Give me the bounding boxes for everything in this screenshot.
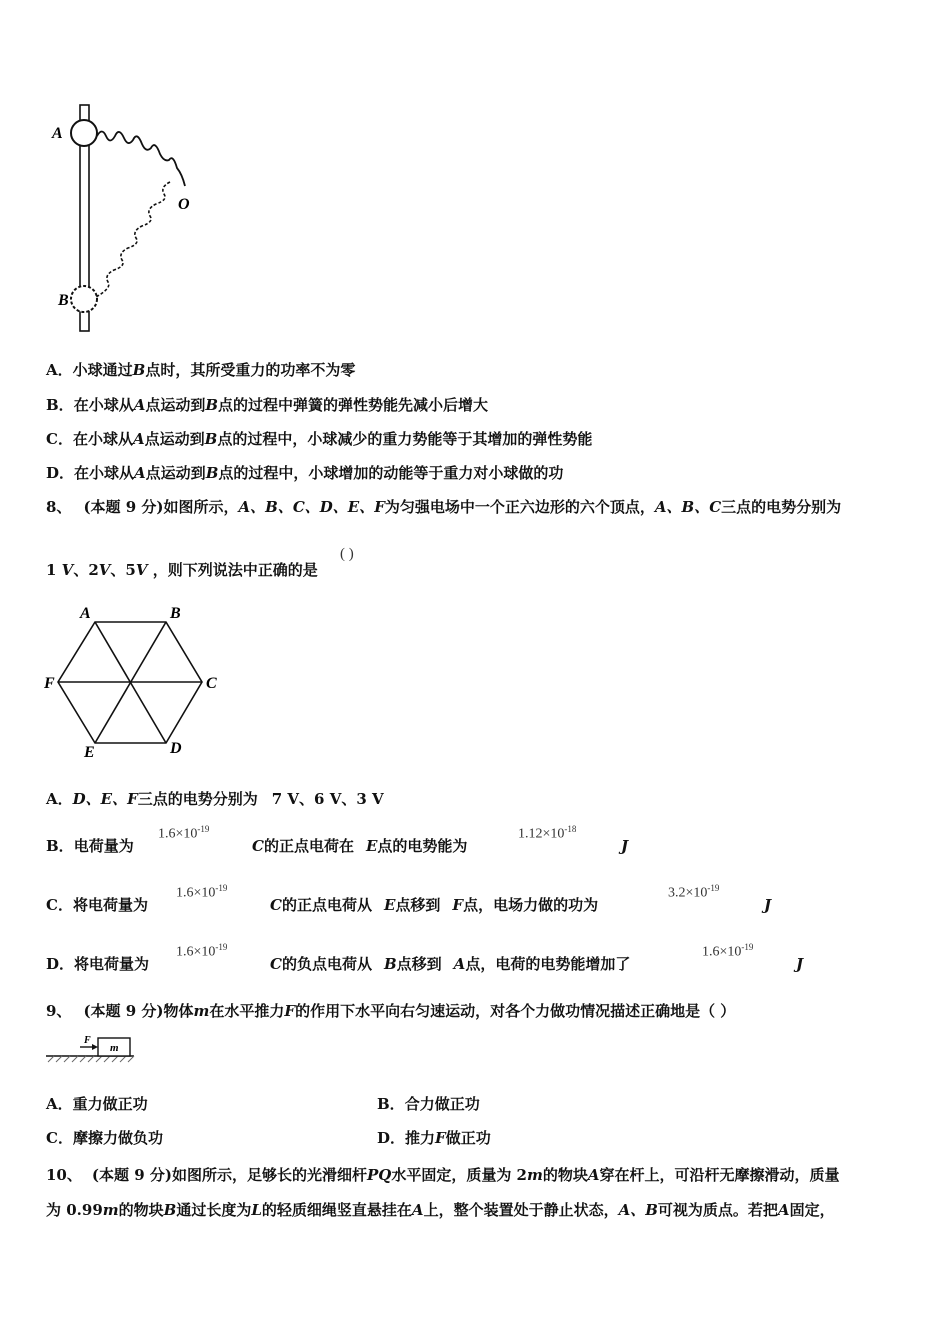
q7-option-d[interactable]: D．在小球从A点运动到B点的过程中，小球增加的动能等于重力对小球做的功 [46, 464, 564, 482]
q9-option-a[interactable]: A．重力做正功 [46, 1095, 148, 1113]
q8-d-unit: J [796, 955, 804, 973]
hex-label-a: A [80, 605, 91, 622]
q9-option-c[interactable]: C．摩擦力做负功 [46, 1129, 163, 1147]
ground-hatch [48, 1056, 134, 1062]
q8-option-b[interactable]: B．电荷量为 [46, 837, 134, 855]
q8-option-d[interactable]: D．将电荷量为 [46, 955, 150, 973]
ball-a [71, 120, 97, 146]
q9-option-b[interactable]: B．合力做正功 [377, 1095, 480, 1113]
hex-label-c: C [206, 675, 217, 692]
hex-label-e: E [84, 744, 95, 761]
hex-label-f: F [44, 675, 55, 692]
spring-at-b [96, 182, 170, 297]
q8-d-text: C的负点电荷从 B点移到 A点，电荷的电势能增加了 [270, 955, 631, 973]
q8-stem-line2: 1 V、2V、5V ，则下列说法中正确的是 [46, 561, 318, 579]
q8-d-energy: $1.6\times 10^{-19}$ [702, 942, 754, 960]
q9-option-d[interactable]: D．推力F做正功 [377, 1129, 491, 1147]
q8-c-charge: $1.6\times 10^{-19}$ [176, 883, 228, 901]
spring-figure [40, 100, 200, 335]
q8-option-c[interactable]: C．将电荷量为 [46, 896, 148, 914]
label-a: A [52, 125, 63, 142]
q10-stem-line1: 10、 (本题 9 分)如图所示，足够长的光滑细杆PQ水平固定，质量为 2m的物块A穿在杆上，可沿杆无摩擦滑动，质量 [46, 1166, 840, 1184]
q9-stem: 9、 (本题 9 分)物体m在水平推力F的作用下水平向右匀速运动，对各个力做功情况描述正确地是（ ） [46, 1002, 736, 1020]
ball-b [71, 286, 97, 312]
q8-c-work: $3.2\times 10^{-19}$ [668, 883, 720, 901]
spring-at-a [97, 132, 185, 187]
q8-b-text: C的正点电荷在 E点的电势能为 [252, 837, 468, 855]
q8-b-energy: $1.12\times 10^{-18}$ [518, 824, 577, 842]
q8-c-unit: J [764, 896, 772, 914]
label-b: B [58, 292, 69, 309]
q10-stem-line2: 为 0.99m的物块B通过长度为L的轻质细绳竖直悬挂在A上，整个装置处于静止状态，A、B可视为质点。若把A固定， [46, 1201, 835, 1219]
q7-option-a[interactable]: A．小球通过B点时，其所受重力的功率不为零 [46, 361, 356, 379]
hexagon-figure [40, 600, 230, 765]
q7-option-b[interactable]: B．在小球从A点运动到B点的过程中弹簧的弹性势能先减小后增大 [46, 396, 489, 414]
q8-stem: 8、 (本题 9 分)如图所示，A、B、C、D、E、F为匀强电场中一个正六边形的六个顶点，A、B、C三点的电势分别为 [46, 498, 842, 516]
q8-b-charge: $1.6\times 10^{-19}$ [158, 824, 210, 842]
block-label-m: m [110, 1042, 119, 1054]
q8-d-charge: $1.6\times 10^{-19}$ [176, 942, 228, 960]
hex-label-b: B [170, 605, 181, 622]
force-arrow-head [92, 1044, 98, 1050]
label-o: O [178, 196, 190, 213]
q8-b-unit: J [621, 837, 629, 855]
block-figure [46, 1032, 136, 1066]
q8-option-a[interactable]: A．D、E、F三点的电势分别为 7 V、6 V、3 V [46, 790, 384, 808]
hex-label-d: D [170, 740, 182, 757]
q7-option-c[interactable]: C．在小球从A点运动到B点的过程中，小球减少的重力势能等于其增加的弹性势能 [46, 430, 593, 448]
q8-c-text: C的正点电荷从 E点移到 F点，电场力做的功为 [270, 896, 599, 914]
block-label-f: F [84, 1035, 91, 1046]
q8-answer-paren: ( ) [340, 546, 354, 562]
